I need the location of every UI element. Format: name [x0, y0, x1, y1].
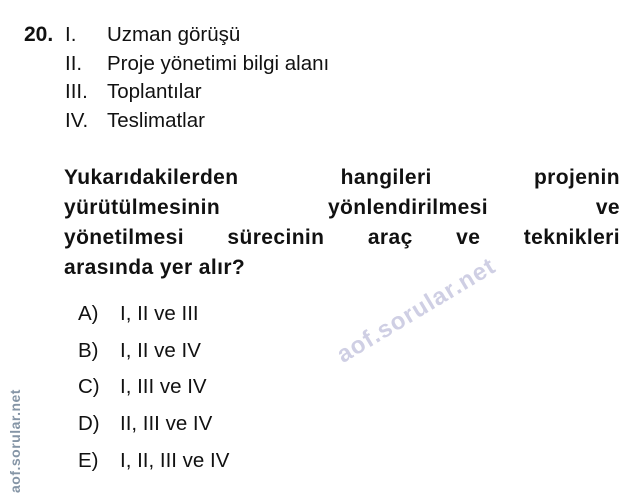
list-item-text: Uzman görüşü: [107, 23, 241, 46]
option-letter: A): [78, 302, 99, 326]
premise-list: [65, 21, 329, 135]
stem-line: yürütülmesinin yönlendirilmesi ve: [64, 196, 620, 219]
option-letter: B): [78, 338, 99, 362]
option-d[interactable]: [78, 406, 229, 443]
option-letter: D): [78, 412, 100, 436]
watermark-diagonal: aof.sorular.net: [332, 252, 501, 369]
options-list: [78, 296, 229, 479]
question-stem: [64, 163, 620, 283]
list-item: [65, 50, 329, 79]
question-number: 20.: [24, 23, 54, 46]
option-a[interactable]: [78, 296, 229, 333]
list-item-text: Toplantılar: [107, 80, 202, 104]
list-item-text: Teslimatlar: [107, 108, 205, 132]
watermark-vertical: aof.sorular.net: [7, 389, 23, 493]
list-item-numeral: I.: [65, 23, 77, 46]
stem-line: Yukarıdakilerden hangileri projenin: [64, 166, 620, 189]
option-c[interactable]: [78, 369, 229, 406]
option-e[interactable]: [78, 442, 229, 479]
option-text: I, II ve III: [120, 302, 199, 326]
list-item: [65, 78, 329, 107]
list-item-text: Proje yönetimi bilgi alanı: [107, 51, 330, 75]
option-letter: C): [78, 375, 100, 399]
list-item: [65, 21, 329, 50]
list-item-numeral: II.: [65, 51, 83, 75]
option-letter: E): [78, 448, 99, 472]
option-text: I, II, III ve IV: [120, 448, 230, 472]
option-text: I, III ve IV: [120, 375, 207, 399]
stem-line: arasında yer alır?: [64, 256, 246, 279]
list-item: [65, 107, 329, 136]
option-text: I, II ve IV: [120, 338, 201, 362]
option-text: II, III ve IV: [120, 412, 213, 436]
list-item-numeral: III.: [65, 80, 88, 104]
list-item-numeral: IV.: [65, 108, 89, 132]
option-b[interactable]: [78, 333, 229, 370]
stem-line: yönetilmesi sürecinin araç ve teknikleri: [64, 226, 620, 249]
